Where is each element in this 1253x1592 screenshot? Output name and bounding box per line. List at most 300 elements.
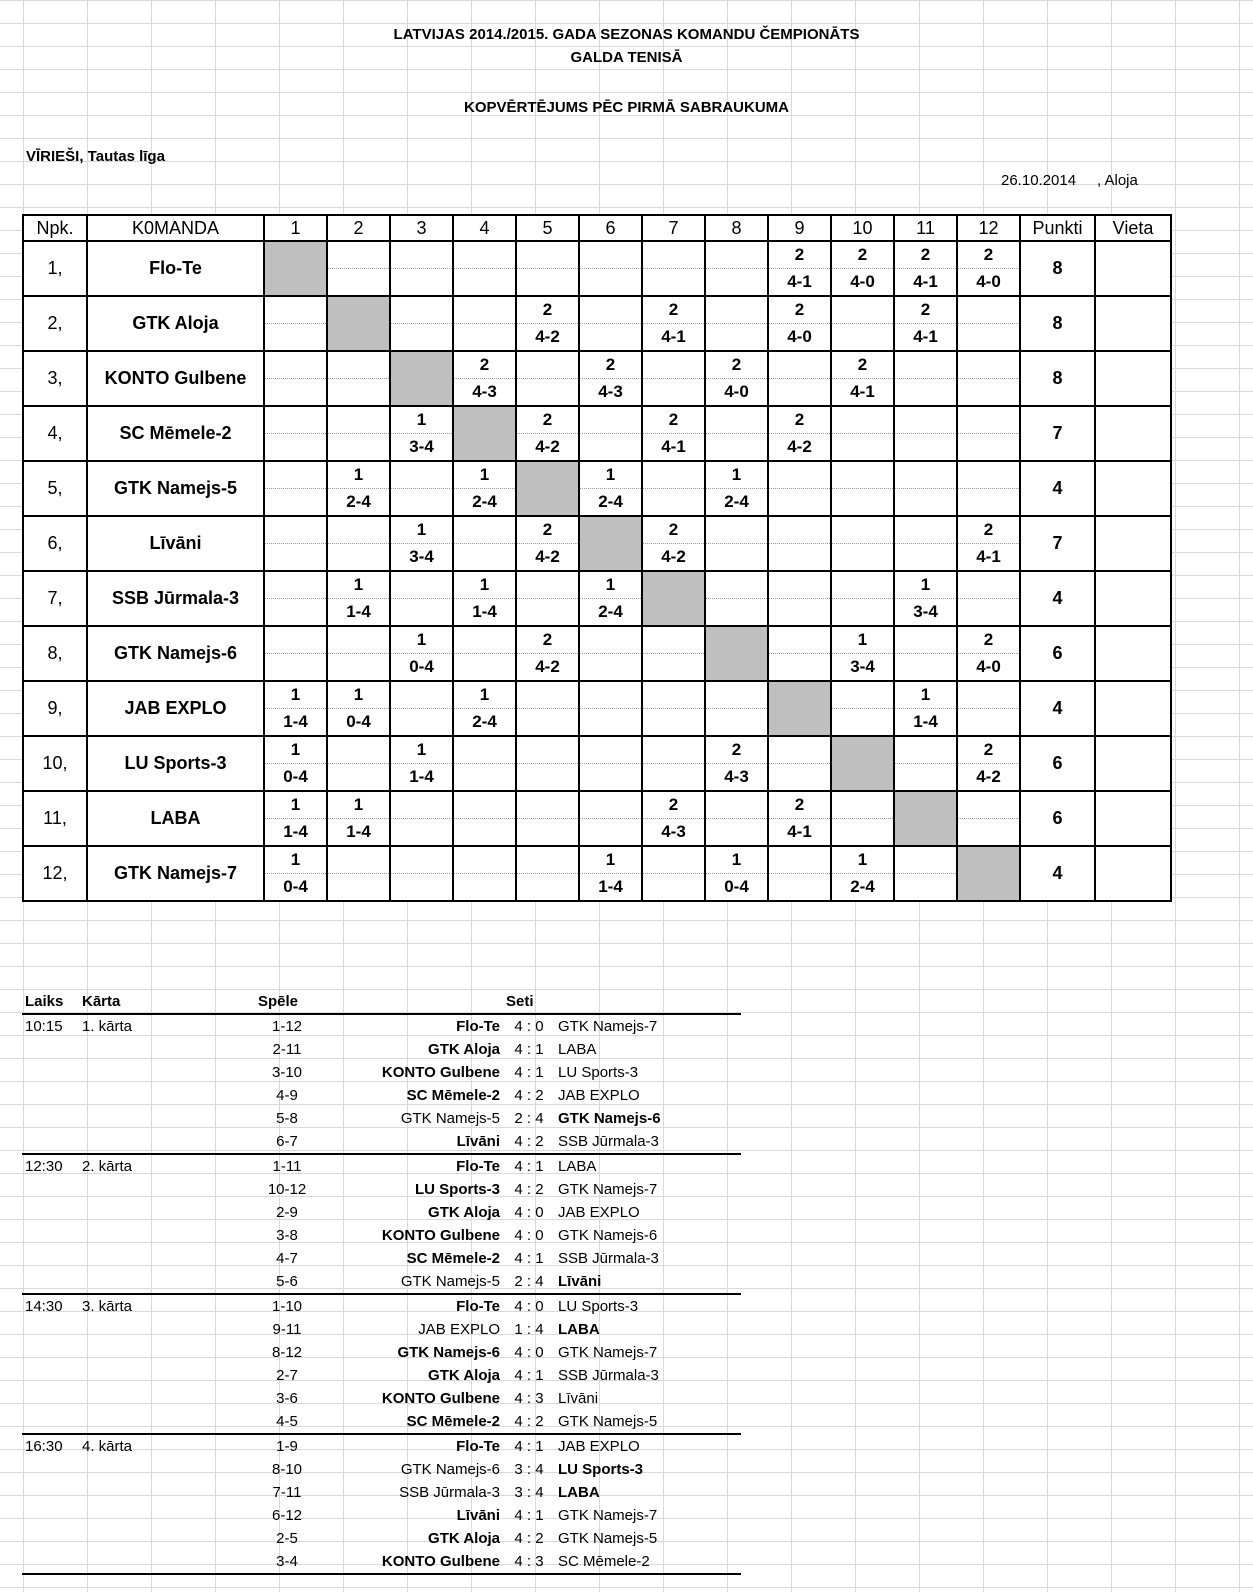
home-team: GTK Aloja — [428, 1041, 500, 1058]
away-team: GTK Namejs-7 — [558, 1181, 658, 1198]
team-points: 8 — [1020, 296, 1095, 351]
result-cell — [264, 791, 327, 846]
round-time — [22, 1364, 79, 1387]
match-score: 4-1 — [661, 327, 686, 346]
result-cell — [642, 736, 705, 791]
match-score — [328, 323, 389, 349]
result-cell — [705, 461, 768, 516]
matrix-row — [23, 516, 1171, 571]
match-points — [958, 682, 1019, 709]
result-cell — [957, 681, 1020, 736]
game-pairing: 10-12 — [267, 1181, 307, 1198]
match-score — [769, 874, 830, 900]
away-team: LU Sports-3 — [558, 1064, 639, 1081]
round-label: 1. kārta — [82, 1018, 133, 1035]
round-label — [79, 1130, 255, 1154]
match-points — [454, 627, 515, 654]
match-points — [706, 297, 767, 324]
game-pairing: 3-4 — [255, 1550, 319, 1574]
result-cell — [327, 461, 390, 516]
team-points: 7 — [1020, 516, 1095, 571]
diagonal-cell — [894, 791, 957, 846]
match-points — [706, 242, 767, 269]
away-team: GTK Namejs-6 — [558, 1110, 661, 1127]
match-score — [832, 489, 893, 515]
match-points — [391, 572, 452, 599]
match-points: 1 — [454, 462, 515, 489]
match-score — [769, 489, 830, 515]
team-name: SC Mēmele-2 — [87, 406, 264, 461]
result-cell — [264, 846, 327, 901]
round-label — [79, 1481, 255, 1504]
set-score: 2 : 4 — [503, 1270, 555, 1294]
result-cell — [516, 351, 579, 406]
match-score — [958, 873, 1019, 899]
title-line-1: LATVIJAS 2014./2015. GADA SEZONAS KOMANDU ČEMPIONĀTS — [393, 26, 860, 43]
match-score — [265, 654, 326, 680]
home-team: KONTO Gulbene — [381, 1064, 500, 1081]
match-points — [832, 462, 893, 489]
result-cell — [768, 626, 831, 681]
result-cell — [768, 736, 831, 791]
match-score — [895, 874, 956, 900]
match-points — [895, 462, 956, 489]
match-points — [895, 792, 956, 818]
match-points — [769, 737, 830, 764]
result-cell — [453, 791, 516, 846]
col-opponent-header: 6 — [579, 215, 642, 241]
schedule-row — [22, 1294, 741, 1318]
match-score — [832, 434, 893, 460]
match-points — [706, 627, 767, 653]
team-name: SSB Jūrmala-3 — [87, 571, 264, 626]
schedule-time-header: Laiks — [22, 990, 79, 1014]
col-opponent-header: 4 — [453, 215, 516, 241]
matrix-row — [23, 736, 1171, 791]
round-time — [22, 1527, 79, 1550]
match-score: 0-4 — [409, 657, 434, 676]
matrix-row — [23, 406, 1171, 461]
diagonal-cell — [327, 296, 390, 351]
set-score: 4 : 0 — [514, 1018, 544, 1035]
match-points: 1 — [580, 847, 641, 874]
match-score — [580, 434, 641, 460]
result-cell — [768, 241, 831, 296]
schedule-row — [22, 1434, 741, 1458]
result-cell — [390, 736, 453, 791]
matrix-row — [23, 296, 1171, 351]
match-points — [895, 737, 956, 764]
game-pairing: 4-5 — [255, 1410, 319, 1434]
team-points: 6 — [1020, 791, 1095, 846]
result-cell — [705, 296, 768, 351]
home-team: GTK Aloja — [428, 1367, 500, 1384]
match-points — [706, 407, 767, 434]
team-points: 8 — [1020, 351, 1095, 406]
row-number: 12, — [23, 846, 87, 901]
result-cell — [516, 296, 579, 351]
match-score — [454, 819, 515, 845]
match-points — [769, 847, 830, 874]
row-number: 10, — [23, 736, 87, 791]
game-pairing: 4-9 — [276, 1087, 298, 1104]
match-score — [517, 269, 578, 295]
result-cell — [264, 406, 327, 461]
match-points — [517, 792, 578, 819]
diagonal-cell — [264, 241, 327, 296]
team-name: KONTO Gulbene — [87, 351, 264, 406]
match-score — [265, 324, 326, 350]
match-points — [958, 462, 1019, 489]
match-points — [454, 407, 515, 433]
match-points — [769, 352, 830, 379]
match-points: 2 — [769, 792, 830, 819]
match-points: 2 — [769, 407, 830, 434]
result-cell — [894, 296, 957, 351]
match-score — [328, 874, 389, 900]
match-points — [580, 627, 641, 654]
match-points: 1 — [706, 462, 767, 489]
match-points — [517, 737, 578, 764]
result-cell — [516, 571, 579, 626]
home-team: SC Mēmele-2 — [406, 1250, 500, 1267]
match-score: 2-4 — [472, 712, 497, 731]
round-label — [79, 1224, 255, 1247]
match-score: 0-4 — [724, 877, 749, 896]
result-cell — [327, 406, 390, 461]
match-points: 2 — [643, 297, 704, 324]
date-label: 26.10.2014 — [1001, 172, 1077, 189]
result-cell — [327, 351, 390, 406]
col-opponent-header: 3 — [390, 215, 453, 241]
match-points: 1 — [895, 682, 956, 709]
result-cell — [894, 626, 957, 681]
home-team: Flo-Te — [456, 1438, 500, 1455]
team-points: 6 — [1020, 626, 1095, 681]
subtitle: KOPVĒRTĒJUMS PĒC PIRMĀ SABRAUKUMA — [463, 99, 790, 116]
match-points — [517, 352, 578, 379]
result-cell — [327, 791, 390, 846]
match-points: 1 — [391, 737, 452, 764]
set-score: 3 : 4 — [514, 1461, 544, 1478]
match-score: 4-2 — [976, 767, 1001, 786]
match-points — [643, 462, 704, 489]
set-score: 4 : 2 — [503, 1130, 555, 1154]
match-score — [832, 544, 893, 570]
team-place — [1095, 736, 1171, 791]
result-cell — [327, 681, 390, 736]
set-score: 4 : 2 — [503, 1410, 555, 1434]
result-cell — [894, 681, 957, 736]
home-team: SSB Jūrmala-3 — [399, 1484, 500, 1501]
game-pairing: 3-10 — [271, 1064, 303, 1081]
schedule-row — [22, 1318, 741, 1341]
match-points — [391, 462, 452, 489]
match-score: 4-2 — [535, 327, 560, 346]
set-score: 4 : 1 — [514, 1507, 544, 1524]
schedule-blank-header — [319, 990, 503, 1014]
col-opponent-header: 11 — [894, 215, 957, 241]
match-points — [391, 297, 452, 324]
match-points — [454, 297, 515, 324]
match-score: 4-1 — [913, 327, 938, 346]
match-score — [454, 433, 515, 459]
match-score: 4-0 — [850, 272, 875, 291]
match-points — [769, 627, 830, 654]
schedule-row — [22, 1550, 741, 1574]
round-time: 14:30 — [25, 1298, 63, 1315]
match-score: 4-3 — [724, 767, 749, 786]
home-team: KONTO Gulbene — [381, 1227, 500, 1244]
match-score — [454, 324, 515, 350]
match-score — [769, 544, 830, 570]
col-team-header: K0MANDA — [87, 215, 264, 241]
result-cell — [894, 461, 957, 516]
team-place — [1095, 516, 1171, 571]
team-points: 4 — [1020, 681, 1095, 736]
round-label — [79, 1084, 255, 1107]
match-points: 2 — [706, 352, 767, 379]
schedule-row — [22, 1154, 741, 1178]
match-points — [454, 737, 515, 764]
match-score: 2-4 — [346, 492, 371, 511]
match-points: 2 — [643, 517, 704, 544]
set-score: 3 : 4 — [514, 1484, 544, 1501]
match-score: 4-1 — [787, 272, 812, 291]
round-label: 3. kārta — [82, 1298, 133, 1315]
result-cell — [957, 626, 1020, 681]
match-score — [328, 379, 389, 405]
match-score — [391, 819, 452, 845]
result-cell — [831, 461, 894, 516]
match-points — [706, 572, 767, 599]
team-name: GTK Namejs-6 — [87, 626, 264, 681]
match-points — [832, 572, 893, 599]
match-score — [328, 764, 389, 790]
away-team: Līvāni — [555, 1270, 741, 1294]
matrix-row — [23, 241, 1171, 296]
schedule-blank2-header — [555, 990, 611, 1014]
match-score — [706, 709, 767, 735]
match-points: 1 — [391, 517, 452, 544]
match-score — [958, 489, 1019, 515]
result-cell — [390, 516, 453, 571]
round-time — [22, 1481, 79, 1504]
match-score — [265, 434, 326, 460]
match-points — [895, 847, 956, 874]
col-opponent-header: 9 — [768, 215, 831, 241]
set-score: 4 : 1 — [514, 1250, 544, 1267]
match-score — [517, 764, 578, 790]
match-score — [958, 819, 1019, 845]
match-points — [769, 517, 830, 544]
away-team: SSB Jūrmala-3 — [558, 1250, 659, 1267]
match-points — [265, 572, 326, 599]
game-pairing: 2-5 — [276, 1530, 298, 1547]
match-score: 1-4 — [472, 602, 497, 621]
result-cell — [579, 736, 642, 791]
result-cell — [453, 461, 516, 516]
match-score: 1-4 — [598, 877, 623, 896]
result-cell — [453, 516, 516, 571]
result-cell — [264, 351, 327, 406]
row-number: 6, — [23, 516, 87, 571]
game-pairing: 4-7 — [276, 1250, 298, 1267]
team-points: 6 — [1020, 736, 1095, 791]
team-points: 8 — [1020, 241, 1095, 296]
match-points — [643, 242, 704, 269]
result-cell — [831, 241, 894, 296]
result-cell — [894, 406, 957, 461]
result-cell — [390, 406, 453, 461]
match-score — [580, 324, 641, 350]
match-points: 1 — [895, 572, 956, 599]
match-score: 4-2 — [787, 437, 812, 456]
match-score — [580, 654, 641, 680]
round-label — [79, 1270, 255, 1294]
match-score — [895, 489, 956, 515]
round-time — [22, 1504, 79, 1527]
result-cell — [705, 791, 768, 846]
set-score: 4 : 2 — [514, 1087, 544, 1104]
home-team: SC Mēmele-2 — [319, 1410, 503, 1434]
team-name: LABA — [87, 791, 264, 846]
match-score — [769, 708, 830, 734]
match-score — [454, 544, 515, 570]
schedule-row — [22, 1504, 741, 1527]
match-score — [454, 269, 515, 295]
match-points — [643, 847, 704, 874]
match-points: 2 — [580, 352, 641, 379]
match-score — [895, 764, 956, 790]
result-cell — [516, 516, 579, 571]
home-team: SC Mēmele-2 — [406, 1087, 500, 1104]
team-place — [1095, 626, 1171, 681]
match-points — [265, 517, 326, 544]
game-pairing: 7-11 — [272, 1484, 302, 1501]
away-team: LABA — [558, 1158, 597, 1175]
match-points — [769, 462, 830, 489]
result-cell — [705, 406, 768, 461]
match-score — [454, 874, 515, 900]
col-opponent-header: 12 — [957, 215, 1020, 241]
team-name: GTK Namejs-7 — [87, 846, 264, 901]
match-score: 3-4 — [913, 602, 938, 621]
diagonal-cell — [579, 516, 642, 571]
match-score — [706, 269, 767, 295]
away-team: LABA — [558, 1321, 600, 1338]
home-team: JAB EXPLO — [418, 1321, 500, 1338]
round-label — [79, 1178, 255, 1201]
match-points: 1 — [328, 682, 389, 709]
match-points: 2 — [517, 627, 578, 654]
team-points: 7 — [1020, 406, 1095, 461]
match-score — [643, 654, 704, 680]
match-score — [832, 819, 893, 845]
match-score: 4-0 — [724, 382, 749, 401]
match-score — [706, 653, 767, 679]
schedule-row — [22, 1410, 741, 1434]
result-cell — [579, 461, 642, 516]
round-time — [22, 1270, 79, 1294]
match-score — [643, 598, 704, 624]
matrix-row — [23, 571, 1171, 626]
match-score — [958, 324, 1019, 350]
team-name: LU Sports-3 — [87, 736, 264, 791]
round-label: 2. kārta — [82, 1158, 133, 1175]
result-cell — [894, 846, 957, 901]
match-points — [643, 627, 704, 654]
schedule-game-header: Spēle — [255, 990, 319, 1014]
diagonal-cell — [705, 626, 768, 681]
home-team: KONTO Gulbene — [319, 1550, 503, 1574]
match-points — [706, 682, 767, 709]
match-score — [391, 378, 452, 404]
round-label: 4. kārta — [82, 1438, 133, 1455]
match-score: 4-1 — [913, 272, 938, 291]
result-cell — [957, 296, 1020, 351]
schedule-row — [22, 1224, 741, 1247]
result-cell — [390, 296, 453, 351]
match-score: 3-4 — [409, 547, 434, 566]
round-time — [22, 1084, 79, 1107]
match-score — [580, 269, 641, 295]
round-time — [22, 1318, 79, 1341]
match-score — [832, 709, 893, 735]
game-pairing: 1-10 — [271, 1298, 303, 1315]
match-points — [580, 737, 641, 764]
round-label — [79, 1061, 255, 1084]
home-team: Flo-Te — [456, 1158, 500, 1175]
match-points — [958, 297, 1019, 324]
match-score: 2-4 — [598, 602, 623, 621]
team-points: 4 — [1020, 571, 1095, 626]
match-points: 2 — [517, 407, 578, 434]
result-cell — [327, 571, 390, 626]
result-cell — [642, 241, 705, 296]
result-cell — [768, 846, 831, 901]
set-score: 4 : 0 — [514, 1344, 544, 1361]
match-points: 1 — [328, 792, 389, 819]
result-cell — [768, 461, 831, 516]
match-score — [391, 324, 452, 350]
match-score — [769, 379, 830, 405]
match-score — [265, 268, 326, 294]
match-points: 2 — [958, 627, 1019, 654]
schedule-row — [22, 1014, 741, 1038]
match-points — [895, 352, 956, 379]
home-team: GTK Namejs-6 — [397, 1344, 500, 1361]
schedule-row — [22, 1247, 741, 1270]
round-time — [22, 1061, 79, 1084]
result-cell — [642, 791, 705, 846]
match-score: 0-4 — [346, 712, 371, 731]
team-points: 4 — [1020, 461, 1095, 516]
match-score: 2-4 — [472, 492, 497, 511]
match-points — [580, 792, 641, 819]
result-cell — [579, 571, 642, 626]
set-score: 2 : 4 — [514, 1110, 544, 1127]
result-cell — [516, 241, 579, 296]
away-team: GTK Namejs-5 — [558, 1530, 658, 1547]
result-cell — [642, 406, 705, 461]
match-score: 2-4 — [850, 877, 875, 896]
match-score — [958, 599, 1019, 625]
match-score — [580, 709, 641, 735]
match-points: 2 — [643, 407, 704, 434]
result-cell — [453, 626, 516, 681]
round-label — [79, 1504, 255, 1527]
